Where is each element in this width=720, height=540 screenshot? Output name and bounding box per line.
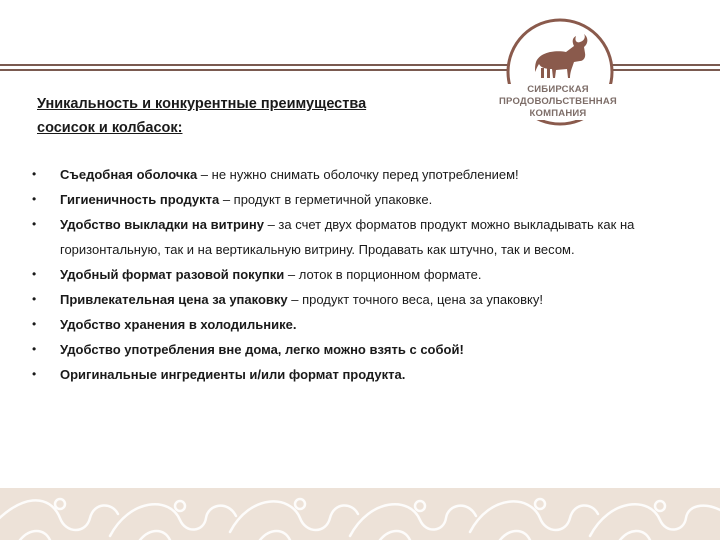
- item-bold: Привлекательная цена за упаковку: [60, 292, 288, 307]
- bullet-icon: •: [32, 192, 37, 206]
- item-text: – лоток в порционном формате.: [284, 267, 482, 282]
- item-bold: Удобство употребления вне дома, легко можно взять с собой!: [60, 342, 464, 357]
- item-bold: Удобство выкладки на витрину: [60, 217, 264, 232]
- title-line-1: Уникальность и конкурентные преимущества: [37, 96, 367, 112]
- logo-line-2: ПРОДОВОЛЬСТВЕННАЯ: [499, 96, 617, 107]
- list-item: [30, 262, 690, 287]
- item-bold: Гигиеничность продукта: [60, 192, 220, 207]
- bullet-icon: •: [32, 167, 37, 181]
- footer-ornament: [0, 488, 720, 540]
- list-item: [30, 312, 690, 337]
- item-bold: Оригинальные ингредиенты и/или формат продукта.: [60, 367, 406, 382]
- bullet-icon: •: [32, 342, 37, 356]
- list-item: [30, 287, 690, 312]
- item-text: – продукт в герметичной упаковке.: [219, 192, 433, 207]
- bullet-icon: •: [32, 367, 37, 381]
- slide-title: [37, 92, 477, 140]
- list-item: [30, 187, 690, 212]
- item-text: – за счет двух форматов продукт можно выкладывать как на горизонтальную, так и на вертикальную витрину. Продавать как штучно, так и весом.: [60, 217, 635, 257]
- item-bold: Съедобная оболочка: [60, 167, 198, 182]
- item-text: – продукт точного веса, цена за упаковку!: [287, 292, 544, 307]
- logo-text: [488, 84, 628, 120]
- bullet-icon: •: [32, 267, 37, 281]
- list-item: [30, 362, 690, 387]
- bullet-icon: •: [32, 292, 37, 306]
- list-item: [30, 337, 690, 362]
- item-bold: Удобный формат разовой покупки: [60, 267, 285, 282]
- logo-line-3: КОМПАНИЯ: [529, 108, 587, 119]
- bullet-icon: •: [32, 217, 37, 231]
- item-text: – не нужно снимать оболочку перед употреблением!: [197, 167, 519, 182]
- item-bold: Удобство хранения в холодильнике.: [60, 317, 297, 332]
- bullet-icon: •: [32, 317, 37, 331]
- list-item: [30, 162, 690, 187]
- list-item: [30, 212, 690, 262]
- logo-line-1: СИБИРСКАЯ: [527, 84, 589, 95]
- title-line-2: сосисок и колбасок:: [37, 120, 183, 136]
- advantages-list: [30, 162, 690, 387]
